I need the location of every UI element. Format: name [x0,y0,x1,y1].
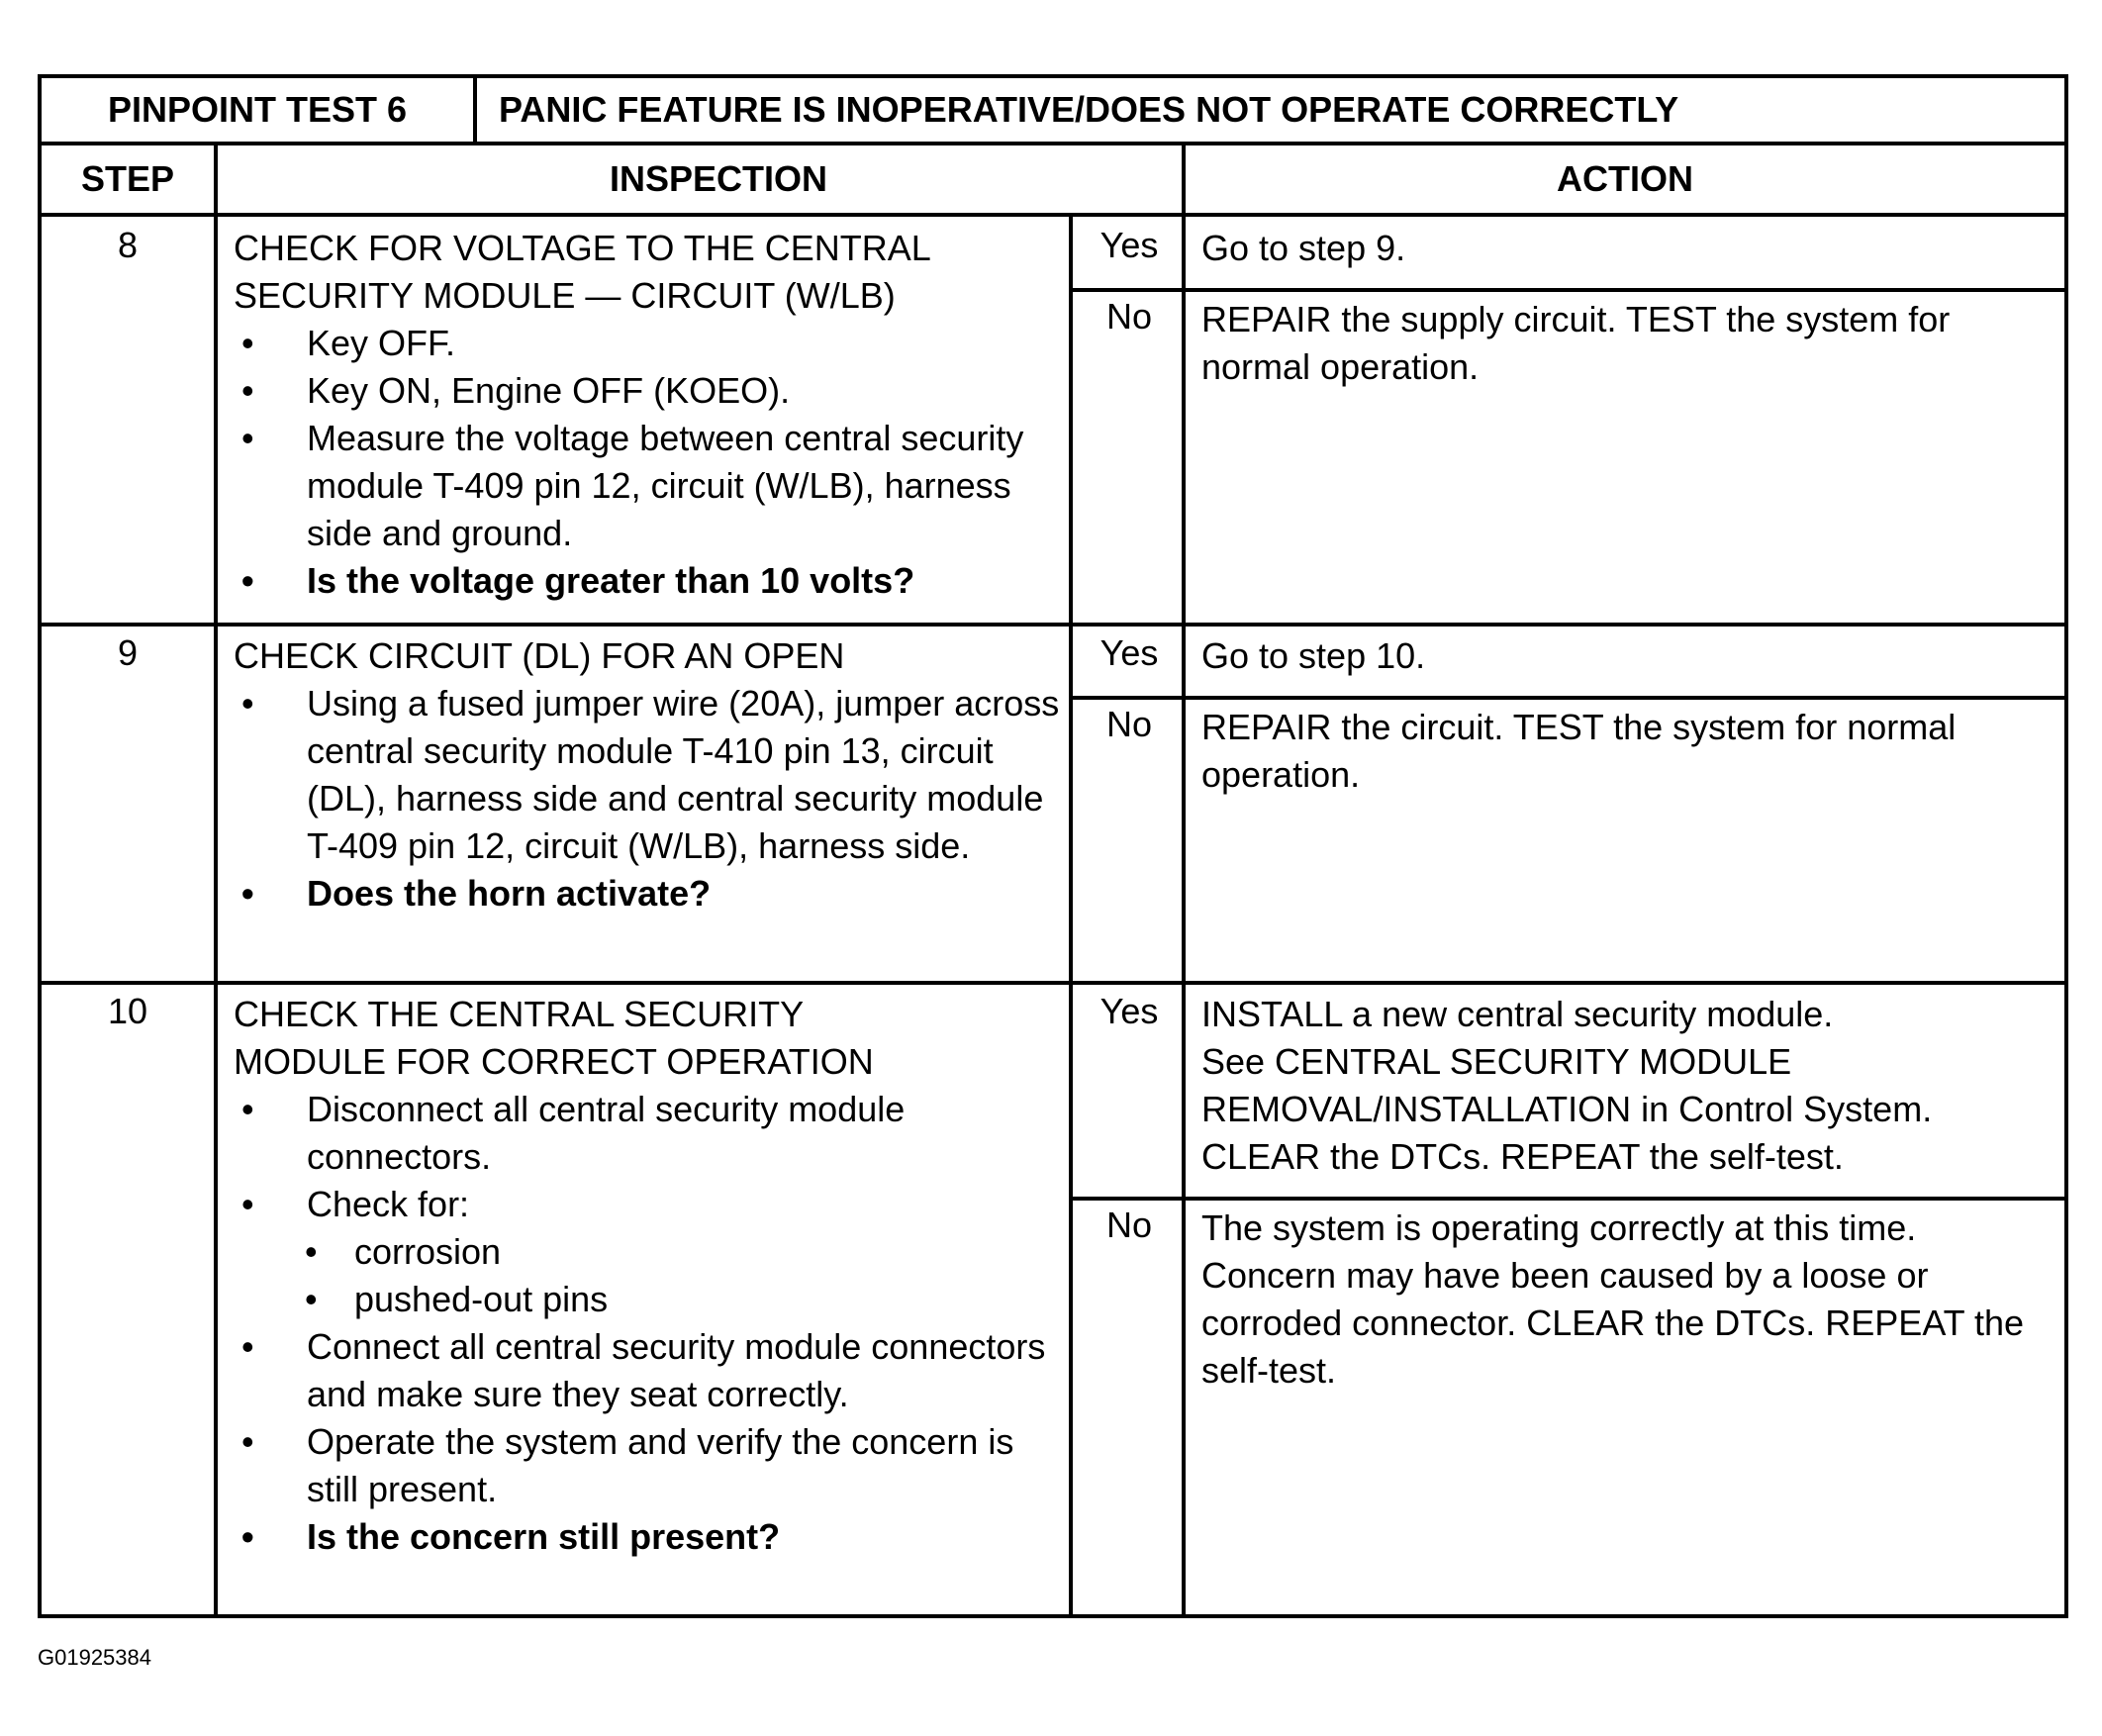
divider-yesno [1069,217,1073,1614]
step-8-title-1: CHECK FOR VOLTAGE TO THE CENTRAL [234,228,931,268]
step-8-bullet-2: • Key ON, Engine OFF (KOEO). [234,367,1065,415]
test-number: PINPOINT TEST 6 [42,78,477,142]
step-10-yes-label: Yes [1099,991,1159,1031]
header-step: STEP [80,158,175,199]
step-10-yes-action [1201,991,2053,1181]
step-10-yes-action-line-1: INSTALL a new central security module. [1201,994,1834,1034]
step-8-yes-label: Yes [1099,225,1159,265]
step-10-bullet-1: • Disconnect all central security module connectors. [234,1086,1065,1181]
step-10-bullet-3: • Connect all central security module connectors and make sure they seat correctly. [234,1323,1065,1418]
step-9-yes-action: Go to step 10. [1201,635,1426,676]
step-10-title-2: MODULE FOR CORRECT OPERATION [234,1041,874,1082]
step-9-number: 9 [117,632,139,673]
divider-yes-no-10 [1069,1197,2064,1201]
step-10-bullet-4: • Operate the system and verify the concern is still present. [234,1418,1065,1513]
step-8-number: 8 [117,225,139,265]
header-action: ACTION [1557,158,1693,199]
pinpoint-test-table [38,74,2068,1618]
step-10-no-action: The system is operating correctly at this time. Concern may have been caused by a loose or corroded connector. CLEAR the DTCs. REPEAT the self-test. [1201,1207,2025,1391]
step-8-no-label: No [1105,296,1153,337]
header-row [42,145,2064,217]
step-8-no-action: REPAIR the supply circuit. TEST the system for normal operation. [1201,299,1951,387]
divider-yes-no-9 [1069,696,2064,700]
step-8-question: • Is the voltage greater than 10 volts? [234,557,1065,605]
divider-step-9-10 [42,981,2064,985]
step-9-no-label: No [1105,704,1153,744]
step-10-yes-action-line-2: See CENTRAL SECURITY MODULE [1201,1041,1792,1082]
divider-yes-no-8 [1069,288,2064,292]
step-8-inspection [234,225,1065,605]
figure-code: G01925384 [38,1645,151,1670]
test-description: PANIC FEATURE IS INOPERATIVE/DOES NOT OPERATE CORRECTLY [499,89,1679,130]
step-9-question: • Does the horn activate? [234,870,1065,917]
step-10-sub-bullet-1: • corrosion [234,1228,1065,1276]
step-10-number: 10 [107,991,148,1031]
step-9-title-1: CHECK CIRCUIT (DL) FOR AN OPEN [234,635,845,676]
step-10-sub-bullet-2: • pushed-out pins [234,1276,1065,1323]
step-10-yes-action-line-4: CLEAR the DTCs. REPEAT the self-test. [1201,1136,1844,1177]
step-10-bullet-2: • Check for: [234,1181,1065,1228]
step-8-yes-action: Go to step 9. [1201,228,1406,268]
step-9-inspection [234,632,1065,917]
step-10-inspection [234,991,1065,1561]
step-10-question: • Is the concern still present? [234,1513,1065,1561]
step-8-title-2: SECURITY MODULE — CIRCUIT (W/LB) [234,275,896,316]
header-inspection: INSPECTION [609,158,828,199]
step-9-no-action: REPAIR the circuit. TEST the system for normal operation. [1201,707,1957,795]
divider-step-8-9 [42,623,2064,627]
step-8-bullet-1: • Key OFF. [234,320,1065,367]
divider-action [1182,145,1186,1614]
divider-step [214,145,218,1614]
step-9-yes-label: Yes [1099,632,1159,673]
step-10-no-label: No [1105,1205,1153,1245]
step-10-yes-action-line-3: REMOVAL/INSTALLATION in Control System. [1201,1089,1933,1129]
step-10-title-1: CHECK THE CENTRAL SECURITY [234,994,805,1034]
title-row [42,78,2064,145]
step-8-bullet-3: • Measure the voltage between central security module T-409 pin 12, circuit (W/LB), harness side and ground. [234,415,1065,557]
step-9-bullet-1: • Using a fused jumper wire (20A), jumper across central security module T-410 pin 13, circuit (DL), harness side and central security module T-409 pin 12, circuit (W/LB), harness side. [234,680,1065,870]
